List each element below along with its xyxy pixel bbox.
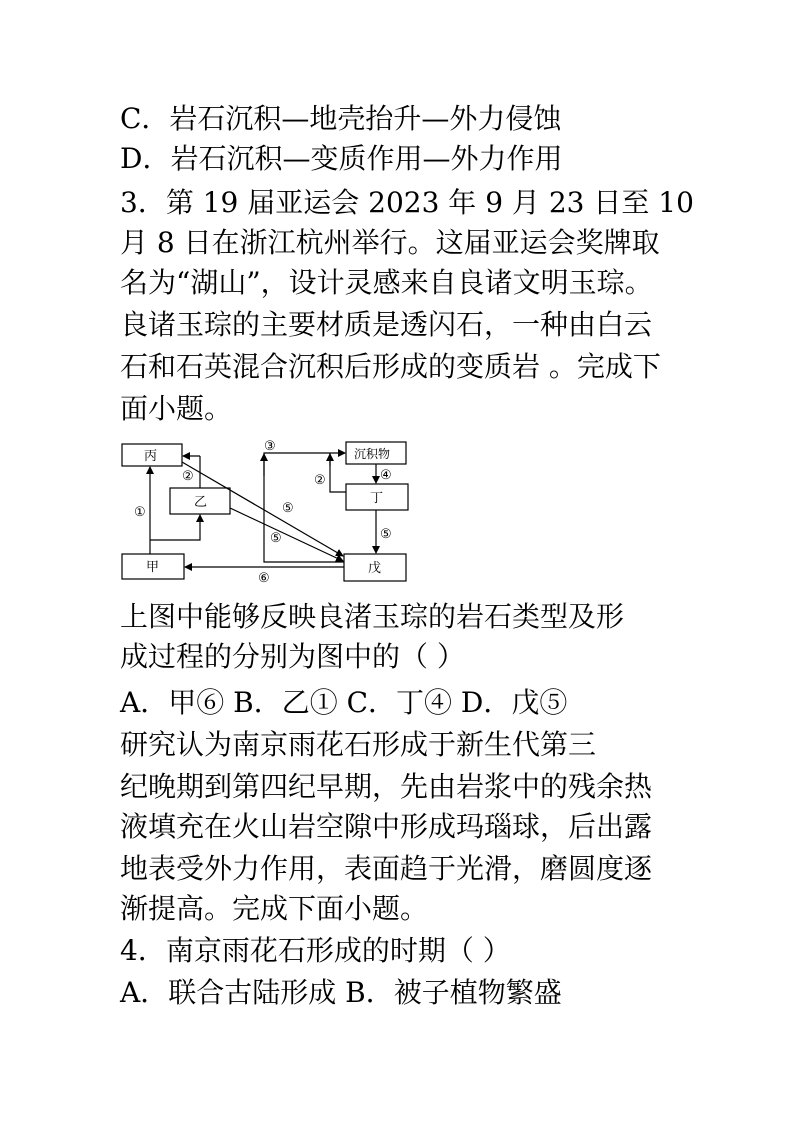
label-5-right: ⑤ xyxy=(380,527,392,542)
q4-options: A．联合古陆形成 B．被子植物繁盛 xyxy=(120,976,562,1009)
passage-line-5: 渐提高。完成下面小题。 xyxy=(120,892,429,925)
box-jia-label: 甲 xyxy=(146,560,160,575)
q3-question-line-1: 上图中能够反映良渚玉琮的岩石类型及形 xyxy=(120,600,625,633)
q3-stem-line-3: 名为“湖山”，设计灵感来自良诸文明玉琮。 xyxy=(120,266,653,299)
box-ding-label: 丁 xyxy=(370,491,384,506)
box-chenjiwu-label: 沉积物 xyxy=(354,447,391,461)
label-1: ① xyxy=(134,505,146,520)
passage-line-4: 地表受外力作用，表面趋于光滑，磨圆度逐 xyxy=(120,852,653,885)
q3-stem-line-6: 面小题。 xyxy=(120,392,233,425)
q2-option-d: D．岩石沉积—变质作用—外力作用 xyxy=(120,142,563,175)
q3-stem-line-4: 良诸玉琮的主要材质是透闪石，一种由白云 xyxy=(120,308,653,341)
passage-line-2: 纪晚期到第四纪早期，先由岩浆中的残余热 xyxy=(120,770,653,803)
rock-cycle-diagram xyxy=(118,436,418,586)
q3-options: A．甲⑥ B．乙① C．丁④ D．戊⑤ xyxy=(120,686,568,719)
passage-line-3: 液填充在火山岩空隙中形成玛瑙球，后出露 xyxy=(120,810,653,843)
label-6: ⑥ xyxy=(258,571,270,586)
q2-option-c: C．岩石沉积—地壳抬升—外力侵蚀 xyxy=(120,102,562,135)
label-2-right: ② xyxy=(314,473,326,488)
label-5-upper: ⑤ xyxy=(282,501,294,516)
label-5-lower: ⑤ xyxy=(270,531,282,546)
q3-stem-line-1: 3．第 19 届亚运会 2023 年 9 月 23 日至 10 xyxy=(120,186,694,219)
q3-stem-line-2: 月 8 日在浙江杭州举行。这届亚运会奖牌取 xyxy=(120,226,660,259)
q3-stem-line-5: 石和石英混合沉积后形成的变质岩 。完成下 xyxy=(120,350,661,383)
box-bing-label: 丙 xyxy=(144,449,158,464)
label-3: ③ xyxy=(264,439,276,454)
label-2-left: ② xyxy=(182,469,194,484)
q4-stem: 4．南京雨花石形成的时期（ ） xyxy=(120,934,511,967)
box-wu-label: 戊 xyxy=(368,561,382,576)
box-yi-label: 乙 xyxy=(194,495,208,510)
label-4: ④ xyxy=(380,468,392,483)
passage-line-1: 研究认为南京雨花石形成于新生代第三 xyxy=(120,728,597,761)
q3-question-line-2: 成过程的分别为图中的（ ） xyxy=(120,640,465,673)
